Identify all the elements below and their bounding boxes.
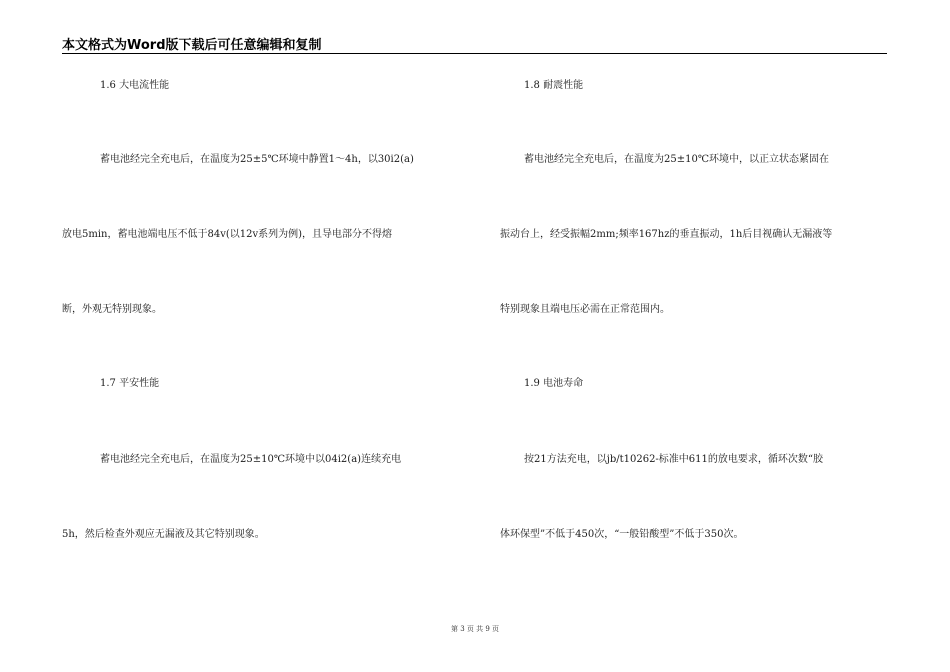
paragraph-line: 放电5min，蓄电池端电压不低于84v(以12v系列为例)，且导电部分不得熔	[62, 229, 393, 240]
paragraph-line: 断，外观无特别现象。	[62, 304, 162, 315]
paragraph-line: 5h，然后检查外观应无漏液及其它特别现象。	[62, 529, 265, 540]
section-heading: 1.9 电池寿命	[524, 378, 584, 389]
paragraph-line: 蓄电池经完全充电后，在温度为25±10℃环境中，以正立状态紧固在	[524, 154, 830, 165]
paragraph-line: 蓄电池经完全充电后，在温度为25±10℃环境中以04i2(a)连续充电	[100, 454, 402, 465]
paragraph-line: 蓄电池经完全充电后，在温度为25±5℃环境中静置1～4h，以30i2(a)	[100, 154, 414, 165]
page-number-footer: 第 3 页 共 9 页	[450, 625, 500, 633]
section-heading: 1.8 耐震性能	[524, 80, 584, 91]
paragraph-line: 特别现象且端电压必需在正常范围内。	[500, 304, 670, 315]
header-divider	[62, 53, 887, 54]
page-header-title: 本文格式为Word版下载后可任意编辑和复制	[62, 38, 322, 53]
section-heading: 1.6 大电流性能	[100, 80, 170, 91]
paragraph-line: 按21方法充电，以jb/t10262-标准中611的放电要求，循环次数“胶	[524, 454, 824, 465]
section-heading: 1.7 平安性能	[100, 378, 160, 389]
paragraph-line: 体环保型”不低于450次，“一般铅酸型”不低于350次。	[500, 529, 744, 540]
paragraph-line: 振动台上，经受振幅2mm;频率167hz的垂直振动，1h后目视确认无漏液等	[500, 229, 833, 240]
